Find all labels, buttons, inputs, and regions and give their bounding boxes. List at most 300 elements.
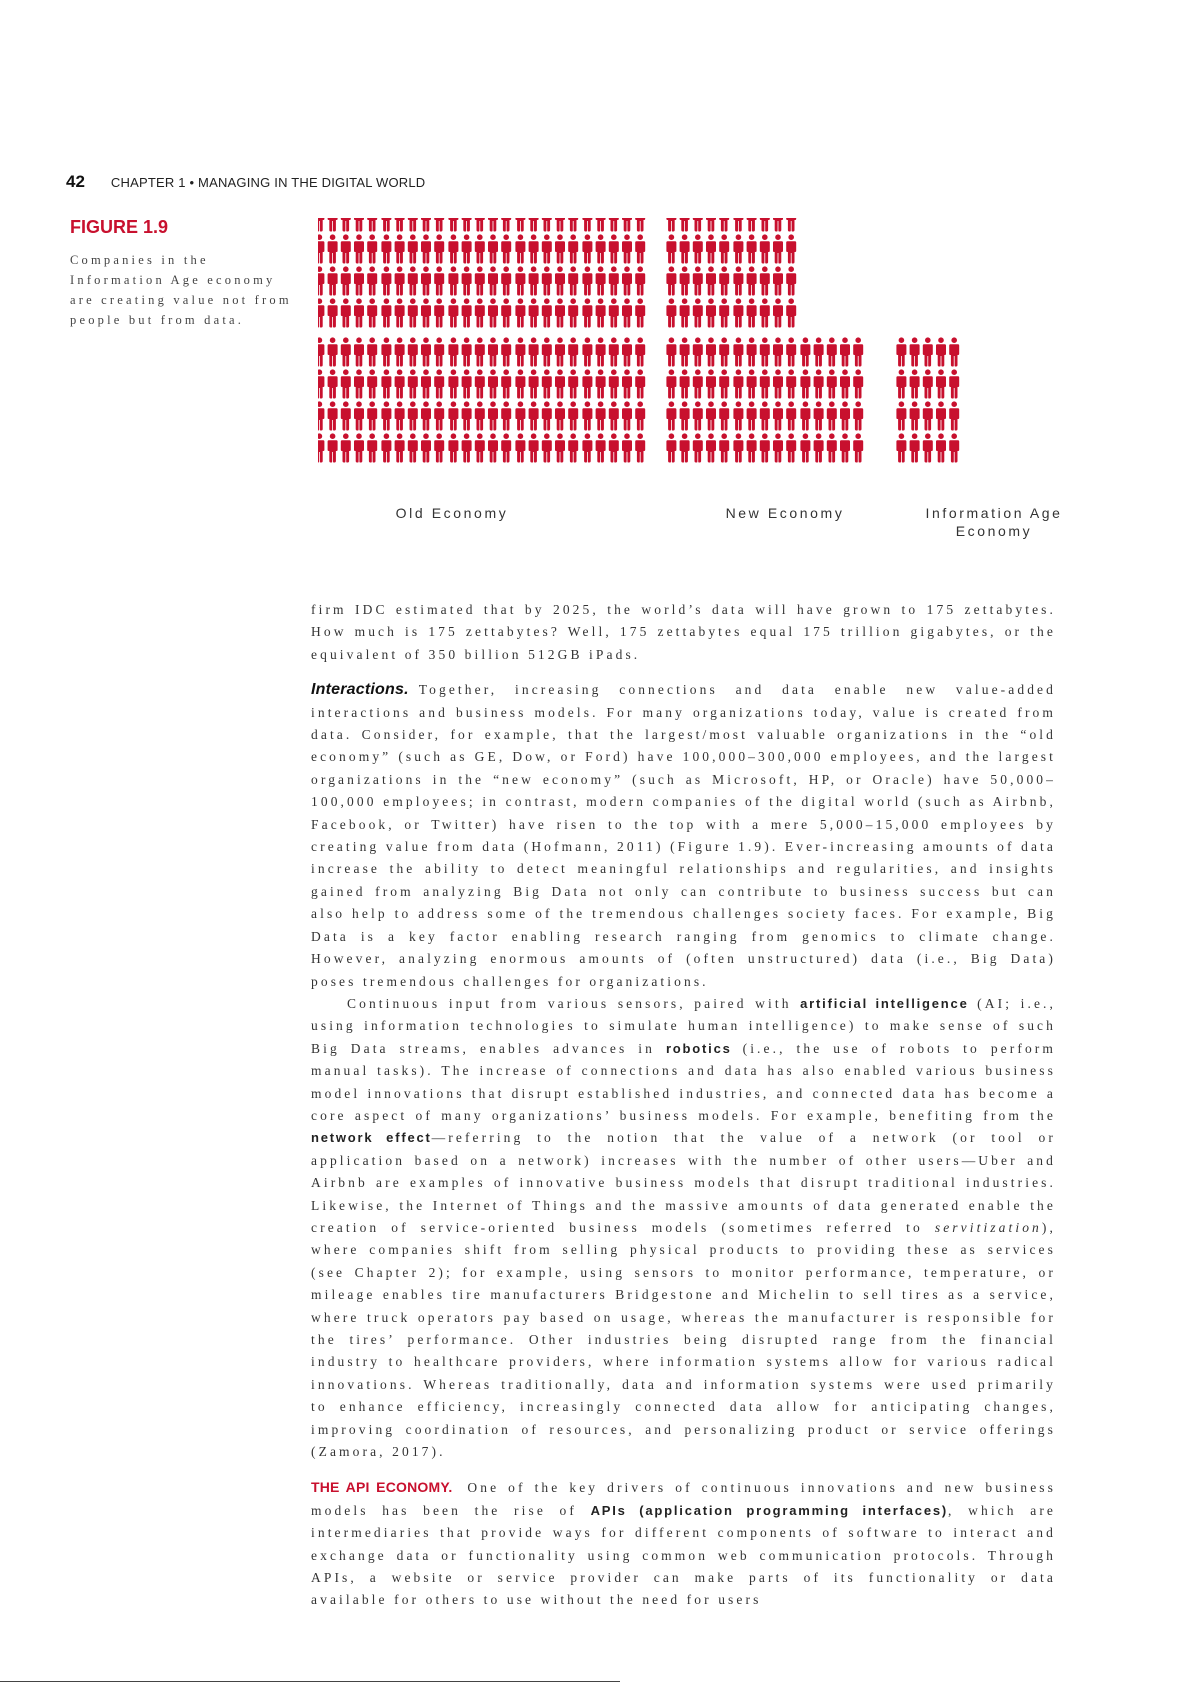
person-icon — [408, 298, 418, 327]
person-icon — [462, 234, 472, 263]
person-icon — [488, 369, 498, 398]
person-icon — [488, 401, 498, 430]
person-icon — [354, 401, 364, 430]
person-icon — [328, 218, 338, 232]
person-icon — [840, 337, 850, 366]
person-icon — [515, 298, 525, 327]
person-icon — [381, 369, 391, 398]
person-icon — [367, 401, 377, 430]
person-icon — [680, 369, 690, 398]
person-icon — [395, 234, 405, 263]
person-icon — [733, 298, 743, 327]
person-icon — [910, 433, 920, 462]
person-icon — [568, 266, 578, 295]
person-icon — [318, 337, 324, 366]
person-icon — [747, 433, 757, 462]
person-icon — [367, 369, 377, 398]
page-number: 42 — [66, 172, 85, 191]
person-icon — [680, 433, 690, 462]
person-icon — [421, 401, 431, 430]
person-icon — [421, 218, 431, 232]
person-icon — [814, 369, 824, 398]
person-icon — [408, 433, 418, 462]
person-icon — [706, 266, 716, 295]
person-icon — [827, 369, 837, 398]
person-icon — [747, 298, 757, 327]
person-icon — [462, 401, 472, 430]
person-icon — [747, 337, 757, 366]
person-icon — [635, 337, 645, 366]
paragraph-interactions — [311, 679, 1056, 993]
person-icon — [596, 218, 606, 232]
person-icon — [635, 433, 645, 462]
person-icon — [760, 218, 770, 232]
person-icon — [936, 337, 946, 366]
person-icon — [515, 401, 525, 430]
person-icon — [395, 218, 405, 232]
person-icon — [381, 266, 391, 295]
person-icon — [923, 433, 933, 462]
person-icon — [786, 298, 796, 327]
person-icon — [680, 266, 690, 295]
paragraph-text: One of the key drivers of continuous innovations and new business models has been the rise of — [311, 1480, 1056, 1518]
person-icon — [475, 433, 485, 462]
person-icon — [408, 234, 418, 263]
person-icon — [596, 266, 606, 295]
person-icon — [622, 234, 632, 263]
person-icon — [680, 234, 690, 263]
person-icon — [706, 218, 716, 232]
person-icon — [555, 401, 565, 430]
person-icon — [354, 218, 364, 232]
person-icon — [635, 218, 645, 232]
person-icon — [582, 218, 592, 232]
person-icon — [421, 369, 431, 398]
person-icon — [666, 401, 676, 430]
person-icon — [786, 337, 796, 366]
person-icon — [328, 337, 338, 366]
person-icon — [354, 234, 364, 263]
person-icon — [760, 234, 770, 263]
person-icon — [381, 337, 391, 366]
person-icon — [529, 234, 539, 263]
person-icon — [896, 433, 906, 462]
person-icon — [381, 298, 391, 327]
person-icon — [529, 266, 539, 295]
person-icon — [434, 298, 444, 327]
person-icon — [542, 266, 552, 295]
person-icon — [760, 369, 770, 398]
person-icon — [529, 401, 539, 430]
person-icon — [568, 298, 578, 327]
person-icon — [936, 401, 946, 430]
person-icon — [501, 218, 511, 232]
person-icon — [814, 337, 824, 366]
person-icon — [800, 433, 810, 462]
person-icon — [395, 337, 405, 366]
person-icon — [706, 369, 716, 398]
person-icon — [568, 369, 578, 398]
figure-caption: Companies in the Information Age economy are creating value not from people but from data. — [70, 253, 292, 327]
person-icon — [582, 298, 592, 327]
person-icon — [719, 218, 729, 232]
person-icon — [706, 401, 716, 430]
person-icon — [367, 266, 377, 295]
person-icon — [773, 234, 783, 263]
person-icon — [448, 298, 458, 327]
person-icon — [582, 433, 592, 462]
person-icon — [341, 234, 351, 263]
person-icon — [923, 337, 933, 366]
person-icon — [501, 369, 511, 398]
person-icon — [910, 337, 920, 366]
person-icon — [395, 369, 405, 398]
person-icon — [434, 433, 444, 462]
person-icon — [367, 234, 377, 263]
person-icon — [462, 433, 472, 462]
person-icon — [475, 298, 485, 327]
person-icon — [666, 234, 676, 263]
person-icon — [515, 234, 525, 263]
person-icon — [693, 401, 703, 430]
person-icon — [719, 266, 729, 295]
person-icon — [448, 234, 458, 263]
person-icon — [568, 433, 578, 462]
person-icon — [408, 266, 418, 295]
person-icon — [488, 234, 498, 263]
person-icon — [853, 369, 863, 398]
person-icon — [448, 369, 458, 398]
person-icon — [760, 266, 770, 295]
person-icon — [786, 266, 796, 295]
person-icon — [773, 298, 783, 327]
person-icon — [786, 433, 796, 462]
person-icon — [582, 337, 592, 366]
person-icon — [381, 433, 391, 462]
person-icon — [733, 266, 743, 295]
section-heading-api-economy: THE API ECONOMY. — [311, 1479, 453, 1496]
person-icon — [635, 266, 645, 295]
person-icon — [555, 369, 565, 398]
person-icon — [462, 266, 472, 295]
person-icon — [582, 234, 592, 263]
person-icon — [395, 401, 405, 430]
person-icon — [840, 369, 850, 398]
person-icon — [354, 337, 364, 366]
running-header — [66, 172, 425, 192]
body-text — [311, 599, 1056, 1612]
person-icon — [719, 401, 729, 430]
person-icon — [747, 234, 757, 263]
person-icon — [622, 218, 632, 232]
person-icon — [666, 218, 676, 232]
person-icon — [568, 401, 578, 430]
person-icon — [367, 298, 377, 327]
person-icon — [706, 433, 716, 462]
person-icon — [609, 266, 619, 295]
person-icon — [341, 266, 351, 295]
person-icon — [680, 298, 690, 327]
person-icon — [488, 337, 498, 366]
person-icon — [800, 337, 810, 366]
person-icon — [719, 369, 729, 398]
person-icon — [448, 401, 458, 430]
person-icon — [542, 234, 552, 263]
person-icon — [666, 369, 676, 398]
person-icon — [475, 369, 485, 398]
person-icon — [381, 218, 391, 232]
person-icon — [693, 266, 703, 295]
key-term-robotics: robotics — [665, 1040, 732, 1056]
person-icon — [800, 401, 810, 430]
person-icon — [515, 218, 525, 232]
person-icon — [515, 369, 525, 398]
person-icon — [622, 298, 632, 327]
person-icon — [529, 369, 539, 398]
person-icon — [719, 234, 729, 263]
person-icon — [488, 433, 498, 462]
person-icon — [568, 218, 578, 232]
person-icon — [622, 369, 632, 398]
person-icon — [596, 234, 606, 263]
person-icon — [542, 369, 552, 398]
person-icon — [733, 433, 743, 462]
person-icon — [448, 337, 458, 366]
person-icon — [827, 401, 837, 430]
group-label-old-economy: Old Economy — [395, 505, 509, 521]
person-icon — [800, 369, 810, 398]
person-icon — [501, 433, 511, 462]
person-icon — [814, 433, 824, 462]
person-icon — [328, 369, 338, 398]
person-icon — [706, 337, 716, 366]
person-icon — [555, 337, 565, 366]
person-icon — [542, 401, 552, 430]
person-icon — [622, 266, 632, 295]
people-chart — [318, 218, 1063, 558]
person-icon — [582, 266, 592, 295]
person-icon — [693, 298, 703, 327]
person-icon — [462, 298, 472, 327]
person-icon — [529, 218, 539, 232]
person-icon — [448, 433, 458, 462]
person-icon — [421, 234, 431, 263]
person-icon — [827, 337, 837, 366]
person-icon — [733, 369, 743, 398]
person-icon — [760, 401, 770, 430]
person-icon — [896, 401, 906, 430]
person-icon — [341, 298, 351, 327]
person-icon — [596, 337, 606, 366]
person-icon — [747, 369, 757, 398]
person-icon — [896, 369, 906, 398]
person-icon — [434, 369, 444, 398]
figure-label: FIGURE 1.9 — [70, 217, 169, 237]
person-icon — [318, 401, 324, 430]
person-icon — [693, 337, 703, 366]
person-icon — [582, 369, 592, 398]
person-icon — [949, 369, 959, 398]
person-icon — [949, 337, 959, 366]
person-icon — [760, 298, 770, 327]
person-icon — [719, 298, 729, 327]
paragraph-text: ), where companies shift from selling physical products to providing these as services (see Chapter 2); for example, using sensors to monitor performance, temperature, or mileage enables tire manufacturers Bridgestone and Michelin to sell tires as a service, where truck operators pay based on usage, whereas the manufacturer is responsible for the tires’ performance. Other industries being disrupted range from the financial industry to healthcare providers, where information systems allow for various radical innovations. Whereas traditionally, data and information systems were used primarily to enhance efficiency, increasingly connected data allow for anticipating changes, improving coordination of resources, and personalizing product or service offerings (Zamora, 2017). — [311, 1219, 1056, 1460]
person-icon — [421, 337, 431, 366]
person-icon — [475, 337, 485, 366]
group-label-new-economy: New Economy — [725, 505, 845, 521]
run-in-heading-interactions: Interactions. — [311, 681, 409, 699]
person-icon — [421, 298, 431, 327]
person-icon — [475, 234, 485, 263]
person-icon — [328, 234, 338, 263]
person-icon — [462, 218, 472, 232]
person-icon — [827, 433, 837, 462]
person-icon — [773, 266, 783, 295]
person-icon — [434, 234, 444, 263]
person-icon — [529, 433, 539, 462]
paragraph-continuation: firm IDC estimated that by 2025, the world’s data will have grown to 175 zettabytes. How much is 175 zettabytes? Well, 175 zettabytes equal 175 trillion gigabytes, or the equivalent of 350 billion 512GB iPads. — [311, 602, 1056, 662]
person-icon — [706, 234, 716, 263]
person-icon — [609, 433, 619, 462]
person-icon — [328, 298, 338, 327]
person-icon — [719, 433, 729, 462]
person-icon — [462, 337, 472, 366]
person-icon — [773, 337, 783, 366]
person-icon — [693, 234, 703, 263]
person-icon — [622, 433, 632, 462]
person-icon — [395, 266, 405, 295]
person-icon — [747, 401, 757, 430]
key-term-apis: APIs (application programming interfaces) — [590, 1502, 949, 1518]
person-icon — [501, 234, 511, 263]
person-icon — [408, 218, 418, 232]
person-icon — [609, 337, 619, 366]
person-icon — [328, 433, 338, 462]
person-icon — [542, 337, 552, 366]
person-icon — [609, 218, 619, 232]
person-icon — [609, 401, 619, 430]
person-icon — [786, 369, 796, 398]
person-icon — [341, 401, 351, 430]
italic-term-servitization: servitization — [934, 1219, 1042, 1235]
person-icon — [328, 266, 338, 295]
person-icon — [786, 234, 796, 263]
person-icon — [354, 433, 364, 462]
person-icon — [408, 337, 418, 366]
footer-rule — [0, 1681, 620, 1682]
person-icon — [434, 218, 444, 232]
person-icon — [341, 337, 351, 366]
group-label-information-age-line2: Economy — [955, 523, 1033, 539]
person-icon — [596, 401, 606, 430]
person-icon — [318, 234, 324, 263]
person-icon — [341, 433, 351, 462]
person-icon — [434, 401, 444, 430]
person-icon — [555, 234, 565, 263]
person-icon — [733, 337, 743, 366]
person-icon — [434, 266, 444, 295]
person-icon — [381, 401, 391, 430]
person-icon — [609, 234, 619, 263]
person-icon — [318, 298, 324, 327]
paragraph-text: Continuous input from various sensors, paired with — [347, 995, 792, 1011]
person-icon — [609, 298, 619, 327]
person-icon — [555, 433, 565, 462]
person-icon — [582, 401, 592, 430]
person-icon — [680, 401, 690, 430]
person-icon — [747, 218, 757, 232]
person-icon — [529, 337, 539, 366]
person-icon — [475, 218, 485, 232]
person-icon — [773, 433, 783, 462]
person-icon — [635, 234, 645, 263]
person-icon — [318, 433, 324, 462]
paragraph-text: —referring to the notion that the value of a network (or tool or application based on a network) increases with the number of other users—Uber and Airbnb are examples of innovative business models that disrupt traditional industries. Likewise, the Internet of Things and the massive amounts of data generated enable the creation of service-oriented business models (sometimes referred to — [311, 1130, 1056, 1235]
person-icon — [421, 433, 431, 462]
person-icon — [501, 401, 511, 430]
person-icon — [622, 401, 632, 430]
person-icon — [609, 369, 619, 398]
paragraph-text: Together, increasing connections and data enable new value-added interactions and business models. For many organizations today, value is created from data. Consider, for example, that the largest/most valuable organizations in the “old economy” (such as GE, Dow, or Ford) have 100,000–300,000 employees, and the largest organizations in the “new economy” (such as Microsoft, HP, or Oracle) have 50,000–100,000 employees; in contrast, modern companies of the digital world (such as Airbnb, Facebook, or Twitter) have risen to the top with a mere 5,000–15,000 employees by creating value from data (Hofmann, 2011) (Figure 1.9). Ever-increasing amounts of data increase the ability to detect meaningful relationships and regularities, and insights gained from analyzing Big Data not only can contribute to business success but can also help to address some of the tremendous challenges society faces. For example, Big Data is a key factor enabling research ranging from genomics to climate change. However, analyzing enormous amounts of (often unstructured) data (i.e., Big Data) poses tremendous challenges for organizations. — [311, 682, 1056, 989]
person-icon — [635, 401, 645, 430]
person-icon — [622, 337, 632, 366]
person-icon — [555, 298, 565, 327]
person-icon — [354, 298, 364, 327]
person-icon — [596, 369, 606, 398]
person-icon — [408, 401, 418, 430]
person-icon — [733, 401, 743, 430]
person-icon — [693, 433, 703, 462]
person-icon — [475, 401, 485, 430]
person-icon — [354, 369, 364, 398]
person-icon — [568, 337, 578, 366]
person-icon — [693, 218, 703, 232]
person-icon — [706, 298, 716, 327]
paragraph-text: (AI; i.e., using information technologies to simulate human intelligence) to make sense of such Big Data streams, enables advances in — [311, 995, 1056, 1056]
person-icon — [367, 433, 377, 462]
person-icon — [786, 401, 796, 430]
person-icon — [923, 401, 933, 430]
person-icon — [448, 266, 458, 295]
person-icon — [408, 369, 418, 398]
key-term-network-effect: network effect — [311, 1130, 432, 1146]
person-icon — [910, 401, 920, 430]
group-label-information-age-line1: Information Age — [925, 505, 1063, 521]
person-icon — [395, 433, 405, 462]
person-icon — [896, 337, 906, 366]
person-icon — [318, 369, 324, 398]
person-icon — [555, 218, 565, 232]
person-icon — [475, 266, 485, 295]
paragraph-text: (i.e., the use of robots to perform manual tasks). The increase of connections and data has also enabled various business model innovations that disrupt established industries, and connected data has become a core aspect of many organizations’ business models. For example, benefiting from the — [311, 1040, 1056, 1123]
person-icon — [318, 266, 324, 295]
person-icon — [542, 298, 552, 327]
person-icon — [542, 433, 552, 462]
person-icon — [680, 337, 690, 366]
person-icon — [381, 234, 391, 263]
person-icon — [434, 337, 444, 366]
key-term-artificial-intelligence: artificial intelligence — [800, 995, 969, 1011]
paragraph-continuous-input — [311, 993, 1056, 1464]
person-icon — [786, 218, 796, 232]
person-icon — [853, 337, 863, 366]
person-icon — [840, 401, 850, 430]
person-icon — [328, 401, 338, 430]
person-icon — [354, 266, 364, 295]
person-icon — [666, 337, 676, 366]
person-icon — [318, 218, 324, 232]
person-icon — [529, 298, 539, 327]
